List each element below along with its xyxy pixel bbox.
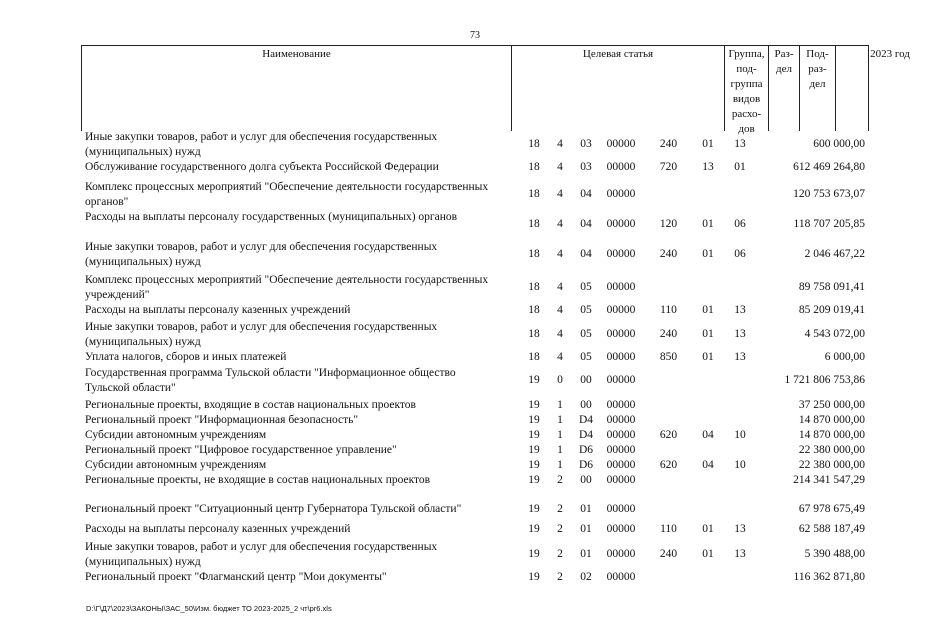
table-row	[81, 443, 867, 459]
table-row	[81, 350, 867, 366]
row-program-code: 18	[528, 138, 540, 150]
row-direction-code: 00000	[606, 399, 636, 411]
row-subsection-code: 10	[734, 429, 746, 441]
header-line: дел	[809, 78, 826, 90]
table-row	[81, 130, 867, 160]
row-subprogram-code: 4	[557, 138, 563, 150]
header-line: Под-	[806, 48, 829, 60]
header-expense-group	[725, 46, 769, 135]
row-amount: 37 250 000,00	[798, 399, 865, 411]
header-year: 2023 год	[870, 48, 910, 60]
row-group-code: 05	[580, 304, 592, 316]
row-name: Субсидии автономным учреждениям	[85, 459, 267, 471]
row-subsection-code: 13	[734, 304, 746, 316]
row-subprogram-code: 1	[557, 459, 563, 471]
row-group-code: 05	[580, 351, 592, 363]
row-group-code: 01	[580, 548, 592, 560]
row-section-code: 01	[702, 523, 714, 535]
row-name: Региональный проект "Ситуационный центр Губернатора Тульской области"	[85, 503, 462, 515]
row-amount: 116 362 871,80	[793, 571, 865, 583]
header-line: раз-	[808, 63, 827, 75]
row-section-code: 13	[702, 161, 714, 173]
row-amount: 2 046 467,22	[804, 248, 865, 260]
row-direction-code: 00000	[606, 548, 636, 560]
row-section-code: 04	[702, 429, 714, 441]
row-subprogram-code: 1	[557, 399, 563, 411]
table-header	[81, 45, 910, 135]
row-subprogram-code: 2	[557, 548, 563, 560]
row-subprogram-code: 1	[557, 414, 563, 426]
table-row	[81, 413, 867, 429]
row-group-code: 04	[580, 188, 592, 200]
row-amount: 118 707 205,85	[793, 218, 865, 230]
row-subprogram-code: 4	[557, 351, 563, 363]
row-subprogram-code: 4	[557, 218, 563, 230]
row-group-code: 01	[580, 503, 592, 515]
row-section-code: 01	[702, 138, 714, 150]
row-name: Расходы на выплаты персоналу государственных (муниципальных) органов	[85, 211, 458, 223]
row-subsection-code: 13	[734, 328, 746, 340]
row-group-code: 01	[580, 523, 592, 535]
header-line: расхо-	[731, 108, 762, 120]
row-program-code: 19	[528, 503, 540, 515]
row-name: Комплекс процессных мероприятий "Обеспечение деятельности государственных органов"	[85, 181, 489, 208]
row-name: Расходы на выплаты персоналу казенных учреждений	[85, 304, 351, 316]
row-direction-code: 00000	[606, 523, 636, 535]
row-subsection-code: 13	[734, 351, 746, 363]
row-section-code: 01	[702, 351, 714, 363]
row-direction-code: 00000	[606, 444, 636, 456]
row-direction-code: 00000	[606, 218, 636, 230]
row-group-code: D4	[578, 414, 594, 426]
row-program-code: 18	[528, 188, 540, 200]
row-subsection-code: 13	[734, 138, 746, 150]
row-subprogram-code: 4	[557, 161, 563, 173]
row-subprogram-code: 4	[557, 281, 563, 293]
row-subprogram-code: 4	[557, 248, 563, 260]
file-path-footer: D:\Г\Д7\2023\ЗАКОНЫ\ЗАС_50\Изм. бюджет ТО 2023-2025_2 чт\pr6.xls	[86, 604, 332, 613]
row-subprogram-code: 4	[557, 304, 563, 316]
row-subprogram-code: 2	[557, 571, 563, 583]
row-name: Региональные проекты, не входящие в состав национальных проектов	[85, 474, 431, 486]
row-expense-type-code: 620	[659, 429, 678, 441]
row-direction-code: 00000	[606, 281, 636, 293]
row-subprogram-code: 1	[557, 444, 563, 456]
row-direction-code: 00000	[606, 248, 636, 260]
table-row	[81, 210, 867, 240]
row-subprogram-code: 4	[557, 188, 563, 200]
row-subsection-code: 06	[734, 248, 746, 260]
table-row	[81, 540, 867, 570]
row-group-code: 00	[580, 374, 592, 386]
header-section	[769, 46, 800, 131]
table-row	[81, 473, 867, 489]
row-subsection-code: 13	[734, 523, 746, 535]
row-direction-code: 00000	[606, 138, 636, 150]
row-expense-type-code: 110	[660, 523, 677, 535]
row-amount: 89 758 091,41	[798, 281, 865, 293]
row-direction-code: 00000	[606, 429, 636, 441]
table-row	[81, 458, 867, 474]
table-row	[81, 522, 867, 538]
table-row	[81, 240, 867, 270]
row-group-code: D4	[578, 429, 594, 441]
row-direction-code: 00000	[606, 328, 636, 340]
row-name: Комплекс процессных мероприятий "Обеспечение деятельности государственных учреждений"	[85, 274, 489, 301]
row-program-code: 18	[528, 328, 540, 340]
row-subsection-code: 01	[734, 161, 746, 173]
row-name: Иные закупки товаров, работ и услуг для обеспечения государственных (муниципальных) нужд	[85, 241, 438, 268]
row-direction-code: 00000	[606, 374, 636, 386]
row-amount: 67 978 675,49	[798, 503, 865, 515]
row-group-code: 02	[580, 571, 592, 583]
row-direction-code: 00000	[606, 304, 636, 316]
row-program-code: 18	[528, 218, 540, 230]
row-program-code: 18	[528, 248, 540, 260]
row-program-code: 19	[528, 523, 540, 535]
row-name: Иные закупки товаров, работ и услуг для обеспечения государственных (муниципальных) нужд	[85, 541, 438, 568]
table-row	[81, 160, 867, 176]
row-direction-code: 00000	[606, 161, 636, 173]
row-section-code: 01	[702, 218, 714, 230]
row-amount: 62 588 187,49	[798, 523, 865, 535]
row-program-code: 18	[528, 281, 540, 293]
table-row	[81, 180, 867, 210]
row-direction-code: 00000	[606, 474, 636, 486]
row-expense-type-code: 110	[660, 304, 677, 316]
table-row	[81, 366, 867, 396]
row-program-code: 18	[528, 161, 540, 173]
row-program-code: 19	[528, 429, 540, 441]
row-direction-code: 00000	[606, 503, 636, 515]
row-amount: 14 870 000,00	[798, 414, 865, 426]
row-name: Региональный проект "Информационная безопасность"	[85, 414, 359, 426]
row-subprogram-code: 2	[557, 523, 563, 535]
row-group-code: 05	[580, 281, 592, 293]
header-name: Наименование	[82, 46, 512, 131]
row-expense-type-code: 240	[659, 328, 678, 340]
header-line: Раз-	[774, 48, 794, 60]
row-name: Региональный проект "Цифровое государственное управление"	[85, 444, 397, 456]
row-program-code: 19	[528, 571, 540, 583]
row-section-code: 01	[702, 304, 714, 316]
row-program-code: 19	[528, 548, 540, 560]
row-amount: 4 543 072,00	[804, 328, 865, 340]
header-line: видов	[732, 93, 761, 105]
row-section-code: 01	[702, 548, 714, 560]
row-program-code: 19	[528, 459, 540, 471]
table-row	[81, 273, 867, 303]
row-program-code: 19	[528, 374, 540, 386]
row-subsection-code: 13	[734, 548, 746, 560]
row-group-code: 05	[580, 328, 592, 340]
row-expense-type-code: 240	[659, 138, 678, 150]
row-amount: 6 000,00	[824, 351, 865, 363]
row-group-code: 04	[580, 248, 592, 260]
row-expense-type-code: 120	[659, 218, 678, 230]
row-expense-type-code: 240	[659, 248, 678, 260]
row-name: Субсидии автономным учреждениям	[85, 429, 267, 441]
header-line: дов	[738, 123, 755, 135]
row-section-code: 01	[702, 328, 714, 340]
row-name: Иные закупки товаров, работ и услуг для обеспечения государственных (муниципальных) нужд	[85, 131, 438, 158]
row-group-code: 03	[580, 138, 592, 150]
row-group-code: 03	[580, 161, 592, 173]
row-program-code: 19	[528, 474, 540, 486]
row-amount: 612 469 264,80	[793, 161, 865, 173]
row-amount: 22 380 000,00	[798, 444, 865, 456]
row-name: Региональные проекты, входящие в состав национальных проектов	[85, 399, 416, 411]
row-expense-type-code: 620	[659, 459, 678, 471]
row-amount: 600 000,00	[813, 138, 865, 150]
row-name: Иные закупки товаров, работ и услуг для обеспечения государственных (муниципальных) нужд	[85, 321, 438, 348]
row-program-code: 18	[528, 304, 540, 316]
row-amount: 22 380 000,00	[798, 459, 865, 471]
row-name: Обслуживание государственного долга субъекта Российской Федерации	[85, 161, 439, 173]
row-subprogram-code: 1	[557, 429, 563, 441]
page-number: 73	[470, 30, 480, 41]
row-expense-type-code: 720	[659, 161, 678, 173]
header-line: под-	[736, 63, 757, 75]
row-amount: 214 341 547,29	[793, 474, 865, 486]
table-row	[81, 570, 867, 586]
row-program-code: 18	[528, 351, 540, 363]
row-group-code: 04	[580, 218, 592, 230]
table-row	[81, 303, 867, 319]
row-group-code: 00	[580, 474, 592, 486]
row-group-code: 00	[580, 399, 592, 411]
table-row	[81, 398, 867, 414]
row-name: Региональный проект "Флагманский центр "Мои документы"	[85, 571, 387, 583]
row-name: Уплата налогов, сборов и иных платежей	[85, 351, 287, 363]
row-direction-code: 00000	[606, 414, 636, 426]
row-subsection-code: 06	[734, 218, 746, 230]
row-expense-type-code: 850	[659, 351, 678, 363]
row-amount: 120 753 673,07	[793, 188, 865, 200]
row-amount: 5 390 488,00	[804, 548, 865, 560]
row-direction-code: 00000	[606, 351, 636, 363]
row-program-code: 19	[528, 414, 540, 426]
row-direction-code: 00000	[606, 188, 636, 200]
header-subsection	[800, 46, 836, 131]
row-group-code: D6	[578, 444, 594, 456]
row-section-code: 01	[702, 248, 714, 260]
header-target-article: Целевая статья	[512, 46, 725, 131]
row-group-code: D6	[578, 459, 594, 471]
row-subsection-code: 10	[734, 459, 746, 471]
row-program-code: 19	[528, 444, 540, 456]
row-program-code: 19	[528, 399, 540, 411]
row-name: Расходы на выплаты персоналу казенных учреждений	[85, 523, 351, 535]
header-line: дел	[776, 63, 792, 75]
row-section-code: 04	[702, 459, 714, 471]
row-name: Государственная программа Тульской области "Информационное общество Тульской области"	[85, 367, 456, 394]
row-subprogram-code: 0	[557, 374, 563, 386]
header-line: Группа,	[728, 48, 765, 60]
row-amount: 1 721 806 753,86	[784, 374, 865, 386]
row-direction-code: 00000	[606, 571, 636, 583]
row-subprogram-code: 2	[557, 474, 563, 486]
row-expense-type-code: 240	[659, 548, 678, 560]
row-amount: 14 870 000,00	[798, 429, 865, 441]
table-row	[81, 320, 867, 350]
header-line: группа	[730, 78, 763, 90]
row-subprogram-code: 4	[557, 328, 563, 340]
table-row	[81, 502, 867, 518]
row-direction-code: 00000	[606, 459, 636, 471]
table-row	[81, 428, 867, 444]
row-amount: 85 209 019,41	[798, 304, 865, 316]
row-subprogram-code: 2	[557, 503, 563, 515]
